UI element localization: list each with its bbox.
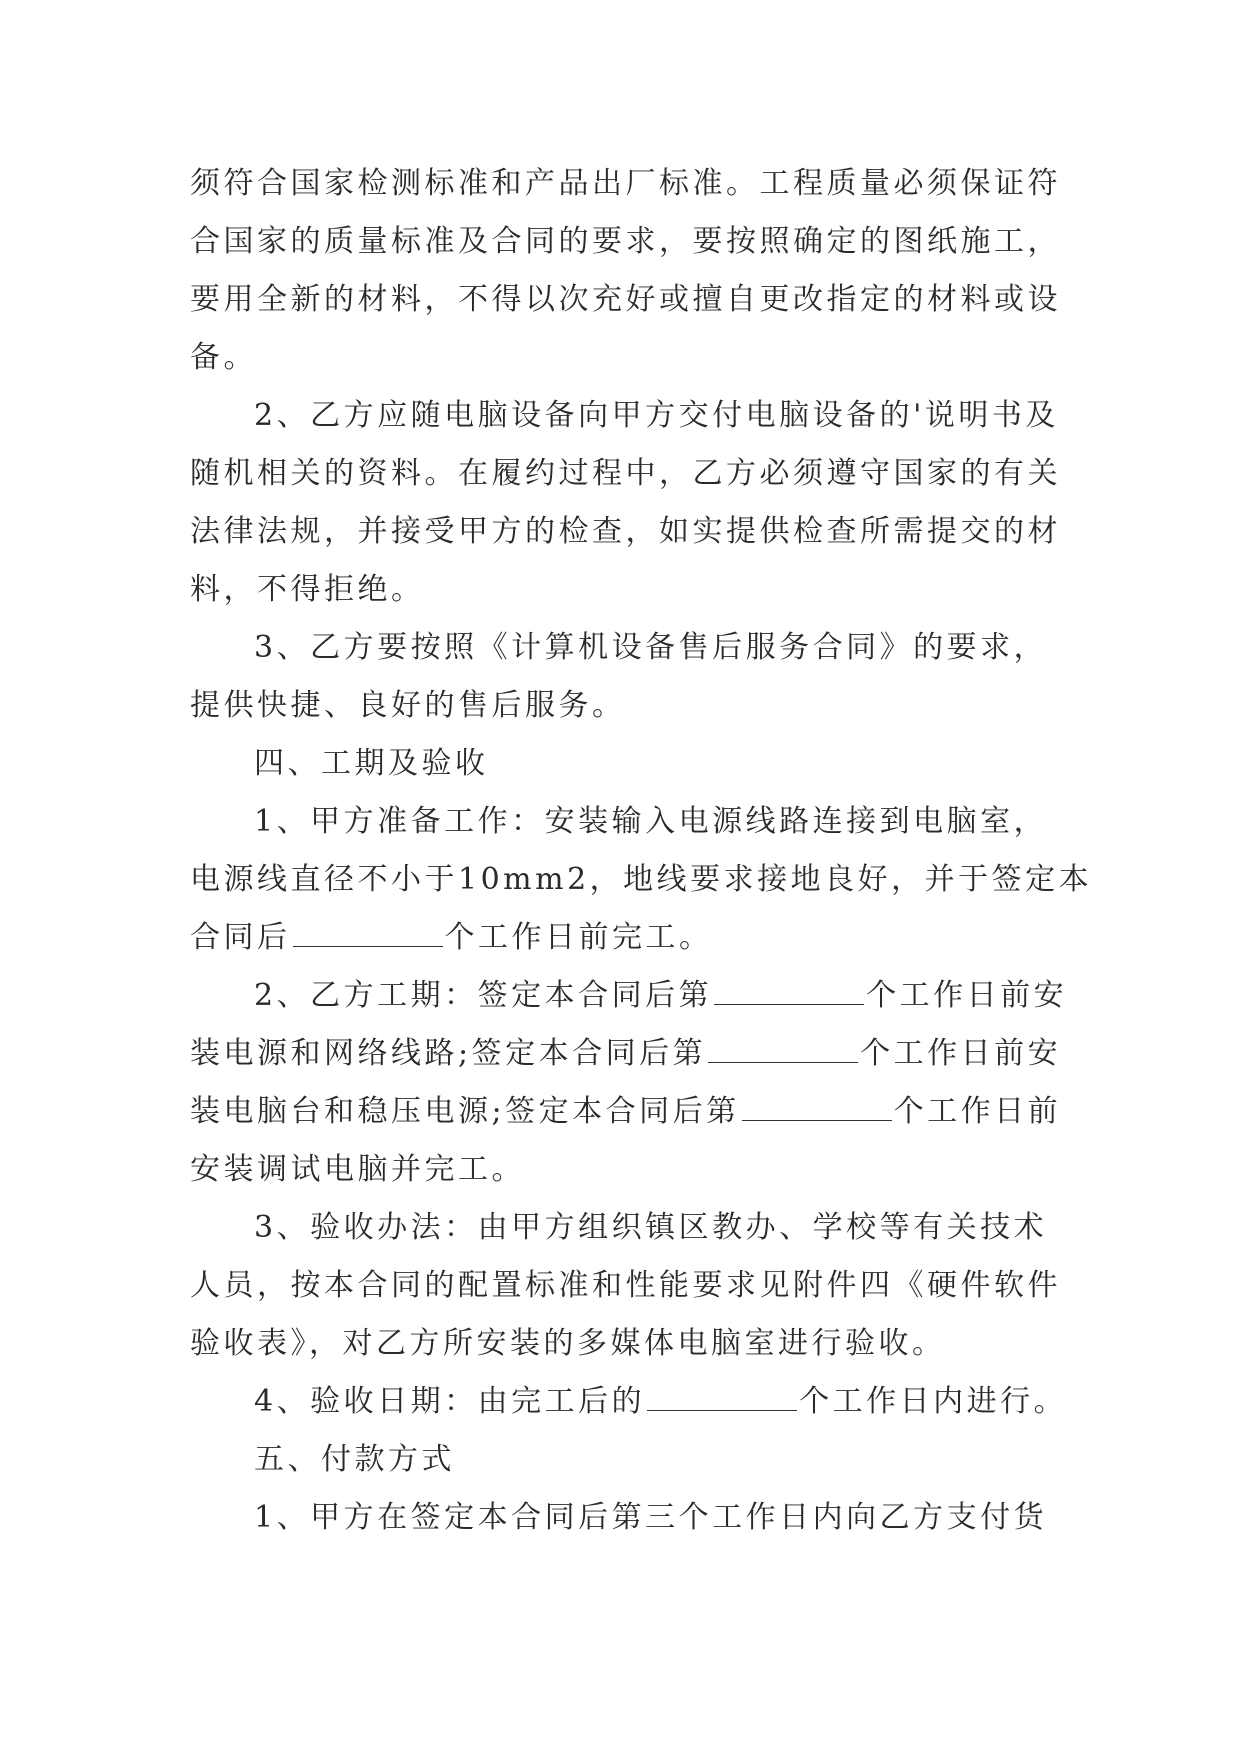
text-run: 个工作日前 — [893, 1094, 1062, 1129]
text-run: 2、乙方工期：签定本合同后第 — [254, 978, 713, 1013]
section-heading: 四、工期及验收 — [254, 746, 489, 781]
paragraph-line: 要用全新的材料，不得以次充好或擅自更改指定的材料或设 — [190, 282, 1061, 317]
paragraph-line: 3、验收办法：由甲方组织镇区教办、学校等有关技术 — [254, 1210, 1048, 1245]
paragraph-line — [190, 1373, 1070, 1431]
text-run: 4、验收日期：由完工后的 — [254, 1384, 646, 1419]
paragraph-line: 1、甲方在签定本合同后第三个工作日内向乙方支付货 — [254, 1500, 1048, 1535]
text-run: 个工作日前安 — [866, 978, 1068, 1013]
paragraph-line — [190, 1083, 1070, 1141]
paragraph-line: 法律法规，并接受甲方的检查，如实提供检查所需提交的材 — [190, 514, 1061, 549]
paragraph-line: 人员，按本合同的配置标准和性能要求见附件四《硬件软件 — [190, 1268, 1061, 1303]
paragraph-line: 电源线直径不小于10mm2，地线要求接地良好，并于签定本 — [190, 862, 1093, 897]
paragraph-line: 备。 — [190, 340, 257, 375]
fill-in-blank — [714, 970, 864, 1005]
paragraph-line: 2、乙方应随电脑设备向甲方交付电脑设备的'说明书及 — [254, 398, 1059, 433]
fill-in-blank — [293, 912, 443, 947]
paragraph-line: 合国家的质量标准及合同的要求，要按照确定的图纸施工， — [190, 224, 1061, 259]
paragraph-line: 料，不得拒绝。 — [190, 572, 425, 607]
text-run: 个工作日前安 — [860, 1036, 1062, 1071]
text-run: 装电脑台和稳压电源;签定本合同后第 — [190, 1094, 740, 1129]
paragraph-line: 3、乙方要按照《计算机设备售后服务合同》的要求， — [254, 630, 1048, 665]
paragraph-line: 须符合国家检测标准和产品出厂标准。工程质量必须保证符 — [190, 166, 1061, 201]
document-page — [190, 155, 1093, 1547]
paragraph-line: 1、甲方准备工作：安装输入电源线路连接到电脑室， — [254, 804, 1048, 839]
paragraph-line: 验收表》，对乙方所安装的多媒体电脑室进行验收。 — [190, 1326, 946, 1361]
paragraph-line — [190, 967, 1070, 1025]
paragraph-line: 随机相关的资料。在履约过程中，乙方必须遵守国家的有关 — [190, 456, 1061, 491]
text-run: 个工作日内进行。 — [799, 1384, 1068, 1419]
text-run: 个工作日前完工。 — [444, 920, 713, 955]
fill-in-blank — [708, 1028, 858, 1063]
paragraph-line: 安装调试电脑并完工。 — [190, 1152, 525, 1187]
text-run: 装电源和网络线路;签定本合同后第 — [190, 1036, 707, 1071]
paragraph-line: 提供快捷、良好的售后服务。 — [190, 688, 626, 723]
paragraph-line — [190, 1025, 1070, 1083]
section-heading: 五、付款方式 — [254, 1442, 455, 1477]
text-run: 合同后 — [190, 920, 291, 955]
paragraph-line — [190, 909, 1070, 967]
fill-in-blank — [647, 1376, 797, 1411]
fill-in-blank — [742, 1086, 892, 1121]
